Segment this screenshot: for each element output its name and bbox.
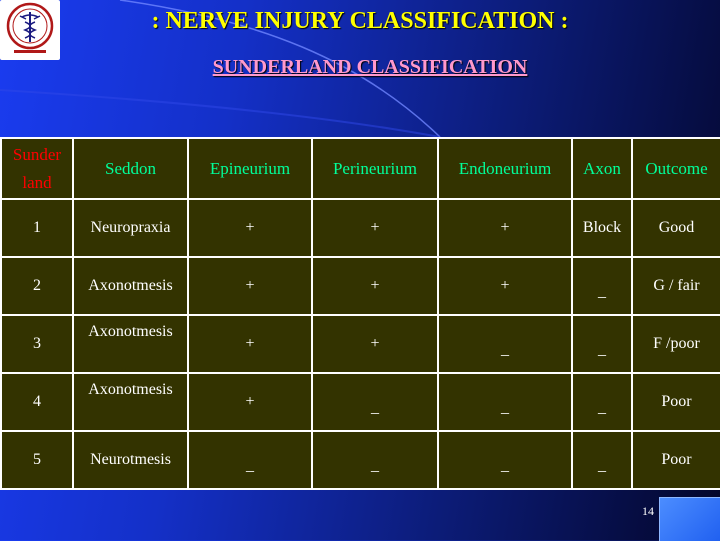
table-row [1, 315, 720, 373]
cell-axon-value: _ [598, 283, 606, 300]
cell-perineurium [312, 431, 438, 489]
header-sunderland: Sunder land [1, 138, 73, 199]
cell-epineurium: + [188, 373, 312, 431]
cell-outcome: Good [632, 199, 720, 257]
cell-endoneurium: + [438, 257, 572, 315]
cell-axon [572, 315, 632, 373]
cell-endoneurium [438, 315, 572, 373]
cell-axon-value: _ [598, 399, 606, 416]
cell-endoneurium [438, 373, 572, 431]
institution-logo [0, 0, 60, 60]
slide-title: : NERVE INJURY CLASSIFICATION : [151, 8, 569, 34]
cell-endoneurium-value: _ [501, 457, 509, 474]
cell-grade: 1 [1, 199, 73, 257]
cell-perineurium: + [312, 257, 438, 315]
sunderland-table [0, 137, 720, 490]
table-row [1, 257, 720, 315]
cell-outcome: F /poor [632, 315, 720, 373]
corner-decoration [659, 497, 720, 541]
table-row [1, 373, 720, 431]
cell-axon-value: _ [598, 341, 606, 358]
cell-endoneurium-value: _ [501, 341, 509, 358]
cell-grade: 2 [1, 257, 73, 315]
header-endoneurium: Endoneurium [438, 138, 572, 199]
cell-grade: 3 [1, 315, 73, 373]
header-axon: Axon [572, 138, 632, 199]
cell-endoneurium-value: _ [501, 399, 509, 416]
cell-seddon-value: Axonotmesis [88, 323, 173, 340]
header-seddon: Seddon [73, 138, 188, 199]
cell-seddon [73, 373, 188, 431]
header-perineurium: Perineurium [312, 138, 438, 199]
cell-epineurium: + [188, 315, 312, 373]
cell-seddon: Neurotmesis [73, 431, 188, 489]
header-outcome: Outcome [632, 138, 720, 199]
caduceus-emblem-icon [0, 0, 60, 60]
cell-axon [572, 257, 632, 315]
cell-perineurium-value: _ [371, 457, 379, 474]
table-row [1, 199, 720, 257]
cell-axon-value: _ [598, 457, 606, 474]
page-number: 14 [642, 504, 654, 518]
cell-axon: Block [572, 199, 632, 257]
slide-subtitle: SUNDERLAND CLASSIFICATION [212, 56, 528, 78]
cell-axon [572, 373, 632, 431]
cell-outcome: G / fair [632, 257, 720, 315]
cell-perineurium: + [312, 199, 438, 257]
cell-epineurium-value: _ [246, 457, 254, 474]
header-epineurium: Epineurium [188, 138, 312, 199]
cell-seddon: Axonotmesis [73, 257, 188, 315]
cell-perineurium: + [312, 315, 438, 373]
cell-grade: 4 [1, 373, 73, 431]
cell-epineurium: + [188, 257, 312, 315]
cell-endoneurium: + [438, 199, 572, 257]
cell-seddon: Neuropraxia [73, 199, 188, 257]
cell-seddon-value: Axonotmesis [88, 381, 173, 398]
cell-grade: 5 [1, 431, 73, 489]
cell-perineurium-value: _ [371, 399, 379, 416]
cell-endoneurium [438, 431, 572, 489]
table-header-row [1, 138, 720, 199]
cell-outcome: Poor [632, 431, 720, 489]
table-row [1, 431, 720, 489]
cell-outcome: Poor [632, 373, 720, 431]
cell-epineurium: + [188, 199, 312, 257]
cell-perineurium [312, 373, 438, 431]
cell-epineurium [188, 431, 312, 489]
cell-seddon [73, 315, 188, 373]
cell-axon [572, 431, 632, 489]
